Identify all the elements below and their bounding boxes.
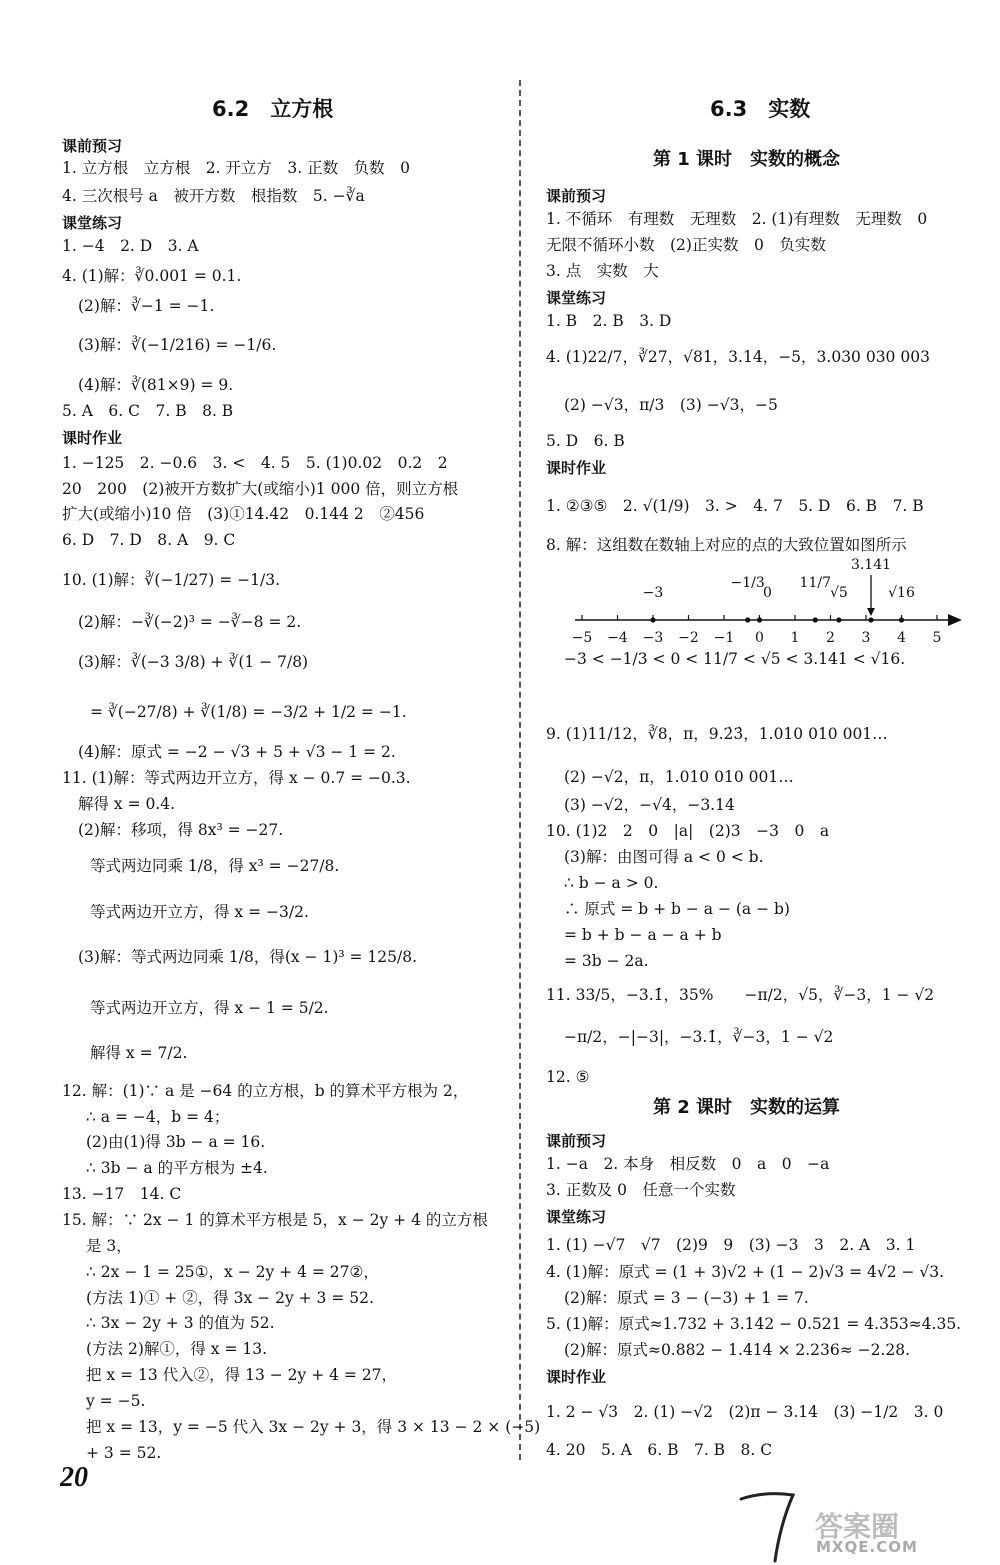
handwritten-mark <box>735 1485 805 1565</box>
tick-label: −3 <box>642 630 664 646</box>
text-line: ∴ 3x − 2y + 3 的值为 52. <box>86 1314 275 1332</box>
text-line: 8. 解：这组数在数轴上对应的点的大致位置如图所示 <box>546 536 907 554</box>
heading-preview: 课前预习 <box>62 137 123 155</box>
pointer-arrow-head <box>867 608 875 616</box>
point-marker <box>757 617 762 622</box>
tick-label: −4 <box>607 630 628 646</box>
text-line: ∴ b − a > 0. <box>564 874 659 892</box>
text-line: + 3 = 52. <box>86 1444 162 1462</box>
text-line: (3)解：等式两边同乘 1/8，得(x − 1)³ = 125/8. <box>78 948 418 966</box>
point-marker <box>899 617 904 622</box>
text-line: 1. −125 2. −0.6 3. < 4. 5 5. (1)0.02 0.2 2 <box>62 454 448 472</box>
text-line: ∴ 2x − 1 = 25①，x − 2y + 4 = 27②， <box>86 1263 379 1281</box>
tick-label: 2 <box>826 630 835 646</box>
text-line: 1. B 2. B 3. D <box>546 312 672 330</box>
tick-label: 5 <box>932 630 942 646</box>
text-line: ∴ a = −4，b = 4； <box>86 1108 230 1126</box>
text-line: 5. A 6. C 7. B 8. B <box>62 402 234 420</box>
point-label: 11/7 <box>799 575 832 591</box>
heading-class-practice: 课堂练习 <box>62 214 123 232</box>
text-line: 4. 三次根号 a 被开方数 根指数 5. −∛a <box>62 187 365 205</box>
watermark-url: MXQE.COM <box>816 1538 918 1556</box>
text-line: 无限不循环小数 (2)正实数 0 负实数 <box>546 236 826 254</box>
text-line: 9. (1)11/12，∛8，π，9.2̇3̇，1.010 010 001… <box>546 725 888 743</box>
heading-preview: 课前预习 <box>546 1132 607 1150</box>
text-line: 把 x = 13 代入②，得 13 − 2y + 4 = 27， <box>86 1366 398 1384</box>
text-line: (2)解：移项，得 8x³ = −27. <box>78 821 284 839</box>
point-label: 0 <box>763 585 772 601</box>
text-line: 是 3， <box>86 1237 132 1255</box>
heading-homework: 课时作业 <box>546 1368 607 1386</box>
lesson-1-title: 第 1 课时 实数的概念 <box>653 149 841 170</box>
column-divider <box>519 80 521 1460</box>
text-line: 4. (1)解：原式 = (1 + 3)√2 + (1 − 2)√3 = 4√2 − √3. <box>546 1263 945 1281</box>
text-line: 5. (1)解：原式≈1.732 + 3.142 − 0.521 = 4.353≈4.35. <box>546 1315 962 1333</box>
text-line: (2) −√3，π/3 (3) −√3，−5 <box>564 396 778 414</box>
text-line: 4. (1)解：∛0.001 = 0.1. <box>62 267 242 285</box>
text-line: 把 x = 13，y = −5 代入 3x − 2y + 3，得 3 × 13 − 2 × (−5) <box>86 1418 541 1436</box>
text-line: (2)解：原式≈0.882 − 1.414 × 2.236≈ −2.28. <box>564 1341 911 1359</box>
text-line: 6. D 7. D 8. A 9. C <box>62 531 236 549</box>
text-line: ∴ 3b − a 的平方根为 ±4. <box>86 1159 268 1177</box>
text-line: (2)解：原式 = 3 − (−3) + 1 = 7. <box>564 1289 809 1307</box>
text-line: (4)解：∛(81×9) = 9. <box>78 376 234 394</box>
heading-preview: 课前预习 <box>546 187 607 205</box>
text-line: 12. 解：(1)∵ a 是 −64 的立方根，b 的算术平方根为 2， <box>62 1082 469 1100</box>
heading-class-practice: 课堂练习 <box>546 289 607 307</box>
text-line: (3)解：∛(−1/216) = −1/6. <box>78 336 277 354</box>
text-line: −π/2，−|−3|，−3.1̇，∛−3，1 − √2 <box>564 1028 834 1046</box>
point-label: −1/3 <box>730 575 765 591</box>
text-line: 解得 x = 7/2. <box>90 1044 188 1062</box>
text-line: (方法 2)解①，得 x = 13. <box>86 1340 268 1358</box>
text-line: (3)解：∛(−3 3/8) + ∛(1 − 7/8) <box>78 653 309 671</box>
text-line: 4. (1)22/7，∛27，√81，3.14，−5，3.030 030 003 <box>546 348 930 366</box>
text-line: −3 < −1/3 < 0 < 11/7 < √5 < 3.141 < √16. <box>564 650 906 668</box>
page-number: 20 <box>60 1462 88 1493</box>
heading-homework: 课时作业 <box>62 429 123 447</box>
watermark-logo: 答案圈 <box>815 1510 900 1543</box>
lesson-2-title: 第 2 课时 实数的运算 <box>653 1097 841 1118</box>
text-line: 10. (1)解：∛(−1/27) = −1/3. <box>62 571 280 589</box>
heading-homework: 课时作业 <box>546 459 607 477</box>
text-line: 13. −17 14. C <box>62 1185 182 1203</box>
tick-label: 0 <box>755 630 764 646</box>
section-title-6-3: 6.3 实数 <box>710 97 811 121</box>
number-line-figure <box>570 555 970 665</box>
tick-label: −5 <box>571 630 593 646</box>
point-marker <box>868 617 873 622</box>
text-line: 1. −4 2. D 3. A <box>62 237 199 255</box>
text-line: 1. 2 − √3 2. (1) −√2 (2)π − 3.14 (3) −1/2 3. 0 <box>546 1403 944 1421</box>
point-marker <box>650 617 655 622</box>
text-line: = 3b − 2a. <box>564 952 649 970</box>
text-line: 1. −a 2. 本身 相反数 0 a 0 −a <box>546 1155 830 1173</box>
text-line: 等式两边开立方，得 x − 1 = 5/2. <box>90 999 329 1017</box>
text-line: (4)解：原式 = −2 − √3 + 5 + √3 − 1 = 2. <box>78 743 396 761</box>
point-label: −3 <box>642 585 664 601</box>
text-line: 20 200 (2)被开方数扩大(或缩小)1 000 倍，则立方根 <box>62 480 459 498</box>
point-label: √16 <box>888 585 915 601</box>
point-marker <box>813 617 818 622</box>
text-line: = ∛(−27/8) + ∛(1/8) = −3/2 + 1/2 = −1. <box>90 703 407 721</box>
text-line: 1. 立方根 立方根 2. 开立方 3. 正数 负数 0 <box>62 159 411 177</box>
text-line: (2)由(1)得 3b − a = 16. <box>86 1133 266 1151</box>
text-line: (2) −√2，π，1.010 010 001… <box>564 768 794 786</box>
section-title-6-2: 6.2 立方根 <box>212 97 334 121</box>
text-line: y = −5. <box>86 1392 146 1410</box>
text-line: = b + b − a − a + b <box>564 926 722 944</box>
heading-class-practice: 课堂练习 <box>546 1208 607 1226</box>
tick-label: −2 <box>678 630 699 646</box>
text-line: 1. ②③⑤ 2. √(1/9) 3. > 4. 7 5. D 6. B 7. B <box>546 497 924 515</box>
text-line: 1. (1) −√7 √7 (2)9 9 (3) −3 3 2. A 3. 1 <box>546 1236 916 1254</box>
text-line: 等式两边同乘 1/8，得 x³ = −27/8. <box>90 857 340 875</box>
text-line: 扩大(或缩小)10 倍 (3)①14.42 0.144 2 ②456 <box>62 505 425 523</box>
text-line: 1. 不循环 有理数 无理数 2. (1)有理数 无理数 0 <box>546 210 928 228</box>
text-line: 11. 33/5，−3.1̇，35% −π/2，√5，∛−3，1 − √2 <box>546 986 935 1004</box>
point-marker <box>745 617 750 622</box>
text-line: 11. (1)解：等式两边开立方，得 x − 0.7 = −0.3. <box>62 769 411 787</box>
point-label: 3.141 <box>850 557 892 573</box>
point-marker <box>836 617 841 622</box>
text-line: 10. (1)2 2 0 |a| (2)3 −3 0 a <box>546 822 830 840</box>
tick-label: 4 <box>897 630 906 646</box>
text-line: 4. 20 5. A 6. B 7. B 8. C <box>546 1441 773 1459</box>
text-line: 3. 正数及 0 任意一个实数 <box>546 1181 736 1199</box>
text-line: 5. D 6. B <box>546 432 625 450</box>
tick-label: 3 <box>861 630 871 646</box>
tick-label: 1 <box>790 630 800 646</box>
text-line: 等式两边开立方，得 x = −3/2. <box>90 903 309 921</box>
text-line: (2)解：∛−1 = −1. <box>78 297 215 315</box>
text-line: (2)解：−∛(−2)³ = −∛−8 = 2. <box>78 613 302 631</box>
tick-label: −1 <box>713 630 735 646</box>
text-line: ∴ 原式 = b + b − a − (a − b) <box>564 900 790 918</box>
point-label: √5 <box>829 585 848 601</box>
text-line: 解得 x = 0.4. <box>78 795 176 813</box>
text-line: (3) −√2，−√4，−3.14 <box>564 796 735 814</box>
text-line: 12. ⑤ <box>546 1068 590 1086</box>
text-line: (方法 1)① + ②，得 3x − 2y + 3 = 52. <box>86 1289 374 1307</box>
text-line: 15. 解：∵ 2x − 1 的算术平方根是 5，x − 2y + 4 的立方根 <box>62 1211 488 1229</box>
text-line: 3. 点 实数 大 <box>546 262 659 280</box>
text-line: (3)解：由图可得 a < 0 < b. <box>564 848 764 866</box>
axis-arrow <box>948 614 962 626</box>
